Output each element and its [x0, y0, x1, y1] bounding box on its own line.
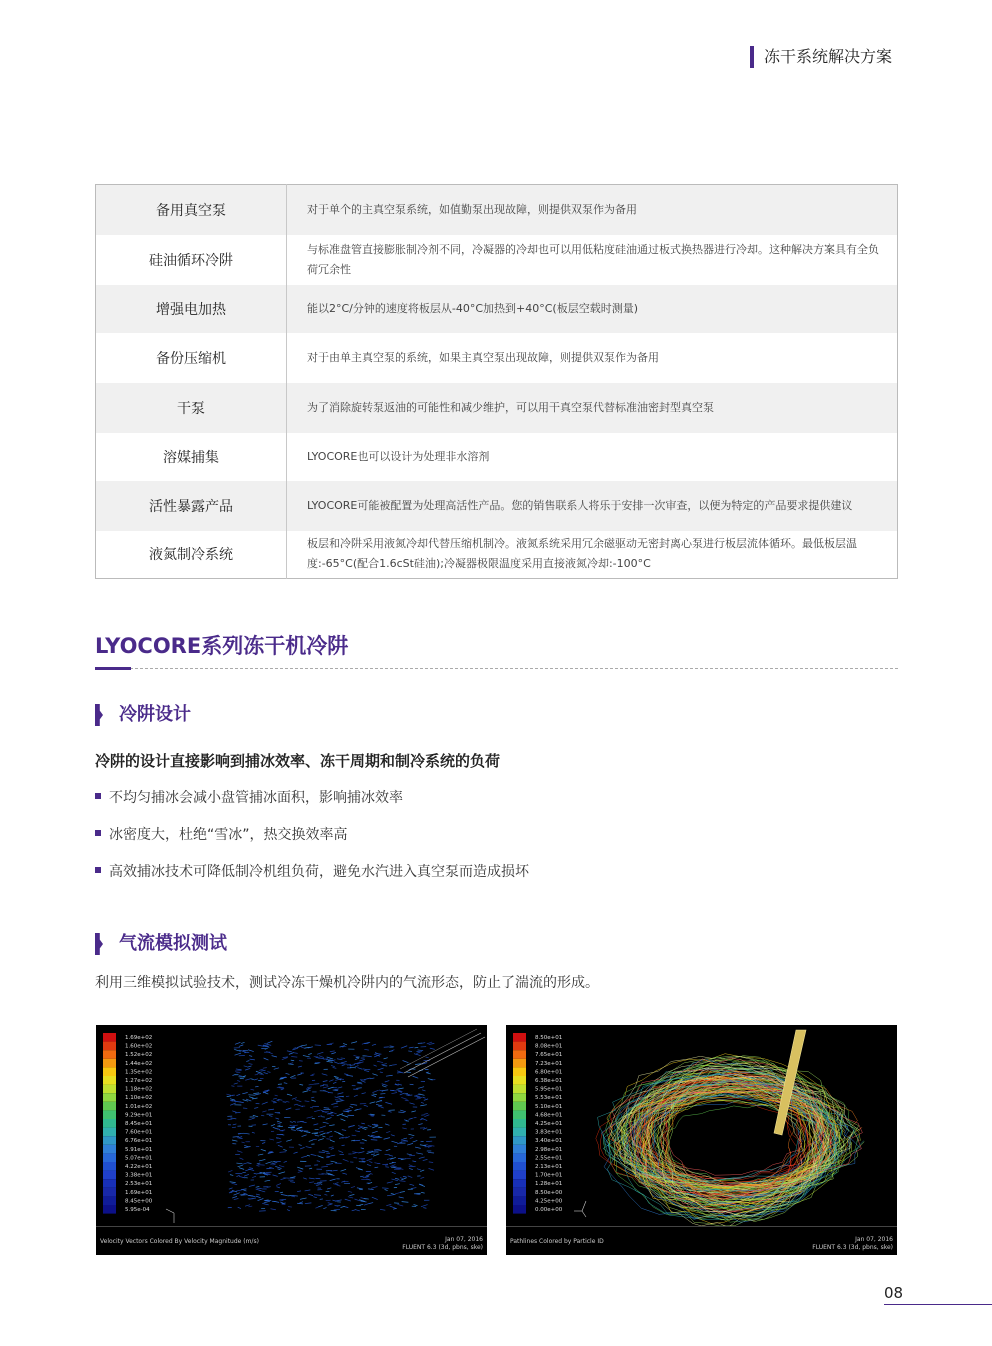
legend-swatch — [103, 1050, 116, 1059]
legend-label: 8.45e+00 — [125, 1198, 153, 1205]
page-number-rule — [884, 1304, 992, 1305]
pathline-figure — [506, 1025, 897, 1255]
legend-label: 1.10e+02 — [125, 1095, 153, 1102]
legend-label: 9.29e+01 — [125, 1112, 153, 1119]
feature-name: 干泵 — [96, 383, 287, 433]
design-heading-text: 冷阱设计 — [119, 704, 191, 725]
legend-swatch — [103, 1110, 116, 1119]
heading-marker-icon — [95, 704, 103, 726]
legend-swatch — [513, 1050, 526, 1059]
legend-label: 4.68e+01 — [535, 1112, 563, 1119]
legend-label: 1.52e+02 — [125, 1052, 153, 1059]
legend-swatch — [103, 1093, 116, 1102]
legend-swatch — [513, 1076, 526, 1085]
legend-label: 8.45e+01 — [125, 1121, 153, 1127]
legend-label: 8.50e+01 — [535, 1035, 563, 1041]
legend-swatch — [103, 1171, 116, 1180]
legend-label: 1.28e+01 — [535, 1181, 563, 1188]
bullet-square-icon — [95, 867, 101, 873]
figure-caption: Pathlines Colored by Particle ID — [510, 1238, 604, 1245]
velocity-vector-plot — [96, 1025, 487, 1227]
legend-swatch — [103, 1059, 116, 1068]
section-divider-accent — [95, 667, 131, 670]
legend-label: 1.69e+02 — [125, 1035, 153, 1041]
figure-solver: FLUENT 6.3 (3d, pbns, ske) — [402, 1244, 483, 1251]
feature-name: 备份压缩机 — [96, 333, 287, 383]
design-bullet-list — [95, 786, 529, 897]
legend-label: 4.22e+01 — [125, 1164, 153, 1170]
table-row — [96, 185, 898, 235]
legend-swatch — [513, 1119, 526, 1128]
legend-label: 3.83e+01 — [535, 1129, 563, 1136]
table-row — [96, 333, 898, 383]
table-row — [96, 433, 898, 481]
legend-label: 5.10e+01 — [535, 1103, 563, 1110]
table-row — [96, 481, 898, 531]
features-table — [95, 184, 898, 579]
legend-label: 5.07e+01 — [125, 1155, 153, 1162]
legend-swatch — [513, 1179, 526, 1188]
airflow-description: 利用三维模拟试验技术，测试冷冻干燥机冷阱内的气流形态，防止了湍流的形成。 — [95, 975, 599, 991]
legend-swatch — [513, 1145, 526, 1154]
feature-name: 备用真空泵 — [96, 185, 287, 235]
axis-triad-icon — [574, 1201, 586, 1217]
list-item — [95, 860, 529, 897]
feature-name: 增强电加热 — [96, 285, 287, 333]
legend-swatch — [103, 1119, 116, 1128]
feature-name: 溶媒捕集 — [96, 433, 287, 481]
design-lead: 冷阱的设计直接影响到捕冰效率、冻干周期和制冷系统的负荷 — [95, 752, 501, 770]
table-row — [96, 235, 898, 285]
figure-meta — [402, 1236, 483, 1252]
legend-swatch — [103, 1042, 116, 1051]
figure-solver: FLUENT 6.3 (3d, pbns, ske) — [812, 1244, 893, 1251]
legend-label: 5.91e+01 — [125, 1146, 153, 1153]
legend-swatch — [103, 1085, 116, 1094]
legend-label: 2.53e+01 — [125, 1181, 153, 1188]
feature-description: 能以2°C/分钟的速度将板层从-40°C加热到+40°C(板层空载时测量) — [287, 285, 898, 333]
legend-swatch — [103, 1179, 116, 1188]
legend-swatch — [103, 1145, 116, 1154]
legend-swatch — [103, 1067, 116, 1076]
legend-swatch — [513, 1128, 526, 1137]
pathline-plot — [506, 1025, 897, 1227]
pathline-bundle — [596, 1054, 865, 1227]
legend-label: 1.18e+02 — [125, 1086, 153, 1093]
legend-swatch — [513, 1085, 526, 1094]
legend-swatch — [103, 1162, 116, 1171]
legend-label: 1.60e+02 — [125, 1043, 153, 1050]
legend-swatch — [513, 1110, 526, 1119]
legend-swatch — [103, 1136, 116, 1145]
legend-label: 6.38e+01 — [535, 1078, 563, 1084]
legend-swatch — [513, 1136, 526, 1145]
legend-swatch — [513, 1162, 526, 1171]
legend-swatch — [513, 1033, 526, 1042]
table-row — [96, 285, 898, 333]
feature-name: 活性暴露产品 — [96, 481, 287, 531]
legend-label: 1.35e+02 — [125, 1069, 153, 1076]
legend-swatch — [103, 1033, 116, 1042]
feature-description: 与标准盘管直接膨胀制冷剂不同，冷凝器的冷却也可以用低粘度硅油通过板式换热器进行冷却。这种解决方案具有全负荷冗余性 — [287, 235, 898, 285]
design-heading — [95, 702, 191, 728]
bullet-square-icon — [95, 830, 101, 836]
figure-meta — [812, 1236, 893, 1252]
legend-swatch — [513, 1059, 526, 1068]
legend-swatch — [513, 1153, 526, 1162]
bullet-square-icon — [95, 793, 101, 799]
section-title: LYOCORE系列冻干机冷阱 — [95, 634, 349, 658]
legend-label: 1.44e+02 — [125, 1060, 153, 1067]
page-number: 08 — [884, 1284, 904, 1302]
legend-swatch — [103, 1153, 116, 1162]
bullet-text: 冰密度大，杜绝“雪冰”，热交换效率高 — [109, 827, 348, 843]
legend-label: 4.25e+00 — [535, 1198, 563, 1205]
legend-swatch — [103, 1196, 116, 1205]
legend-label: 3.38e+01 — [125, 1172, 153, 1179]
legend-swatch — [513, 1067, 526, 1076]
legend-label: 1.01e+02 — [125, 1103, 153, 1110]
legend-swatch — [513, 1042, 526, 1051]
feature-name: 硅油循环冷阱 — [96, 235, 287, 285]
legend-label: 7.60e+01 — [125, 1129, 153, 1136]
axis-triad-icon — [166, 1209, 174, 1223]
heading-marker-icon — [95, 933, 103, 955]
legend-label: 5.95e-04 — [125, 1207, 150, 1213]
feature-description: 对于由单主真空泵的系统，如果主真空泵出现故障，则提供双泵作为备用 — [287, 333, 898, 383]
legend-label: 6.80e+01 — [535, 1069, 563, 1076]
legend-label: 1.27e+02 — [125, 1078, 153, 1084]
legend-swatch — [513, 1102, 526, 1111]
legend-swatch — [513, 1171, 526, 1180]
legend-label: 1.69e+01 — [125, 1189, 153, 1196]
velocity-vector-figure — [96, 1025, 487, 1255]
legend-label: 3.40e+01 — [535, 1138, 563, 1145]
feature-name: 液氮制冷系统 — [96, 531, 287, 579]
bullet-text: 高效捕冰技术可降低制冷机组负荷，避免水汽进入真空泵而造成损坏 — [109, 864, 529, 880]
feature-description: LYOCORE可能被配置为处理高活性产品。您的销售联系人将乐于安排一次审查，以便为特定的产品要求提供建议 — [287, 481, 898, 531]
legend-label: 6.76e+01 — [125, 1138, 153, 1145]
legend-label: 0.00e+00 — [535, 1207, 563, 1213]
feature-description: 对于单个的主真空泵系统，如值勤泵出现故障，则提供双泵作为备用 — [287, 185, 898, 235]
legend-swatch — [103, 1128, 116, 1137]
legend-swatch — [513, 1205, 526, 1214]
table-row — [96, 531, 898, 579]
figure-footer — [506, 1226, 897, 1255]
inlet-pipe — [400, 1029, 485, 1077]
airflow-heading-text: 气流模拟测试 — [119, 933, 227, 954]
legend-label: 7.65e+01 — [535, 1052, 563, 1059]
feature-description: 为了消除旋转泵返油的可能性和减少维护，可以用干真空泵代替标准油密封型真空泵 — [287, 383, 898, 433]
feature-description: 板层和冷阱采用液氮冷却代替压缩机制冷。液氮系统采用冗余磁驱动无密封离心泵进行板层流体循环。最低板层温度:-65°C(配合1.6cSt硅油);冷凝器极限温度采用直接液氮冷却:-100°C — [287, 531, 898, 579]
table-row — [96, 383, 898, 433]
list-item — [95, 786, 529, 823]
legend-swatch — [103, 1205, 116, 1214]
legend-label: 5.53e+01 — [535, 1095, 563, 1102]
legend-label: 7.23e+01 — [535, 1060, 563, 1067]
legend-label: 2.55e+01 — [535, 1155, 563, 1162]
figure-date: Jan 07, 2016 — [445, 1236, 483, 1243]
figure-footer — [96, 1226, 487, 1255]
figure-caption: Velocity Vectors Colored By Velocity Magnitude (m/s) — [100, 1238, 259, 1245]
legend-label: 4.25e+01 — [535, 1121, 563, 1127]
legend-label: 5.95e+01 — [535, 1086, 563, 1093]
figure-date: Jan 07, 2016 — [855, 1236, 893, 1243]
legend-swatch — [103, 1076, 116, 1085]
legend-swatch — [513, 1093, 526, 1102]
list-item — [95, 823, 529, 860]
legend-label: 8.50e+00 — [535, 1189, 563, 1196]
legend-swatch — [513, 1196, 526, 1205]
legend-swatch — [103, 1102, 116, 1111]
legend-label: 2.98e+01 — [535, 1146, 563, 1153]
legend-swatch — [513, 1188, 526, 1197]
legend-label: 1.70e+01 — [535, 1172, 563, 1179]
feature-description: LYOCORE也可以设计为处理非水溶剂 — [287, 433, 898, 481]
bullet-text: 不均匀捕冰会减小盘管捕冰面积，影响捕冰效率 — [109, 790, 403, 806]
header-title: 冻干系统解决方案 — [750, 46, 892, 68]
legend-swatch — [103, 1188, 116, 1197]
airflow-heading — [95, 931, 227, 957]
legend-label: 8.08e+01 — [535, 1043, 563, 1050]
section-divider — [95, 668, 898, 669]
legend-label: 2.13e+01 — [535, 1164, 563, 1170]
